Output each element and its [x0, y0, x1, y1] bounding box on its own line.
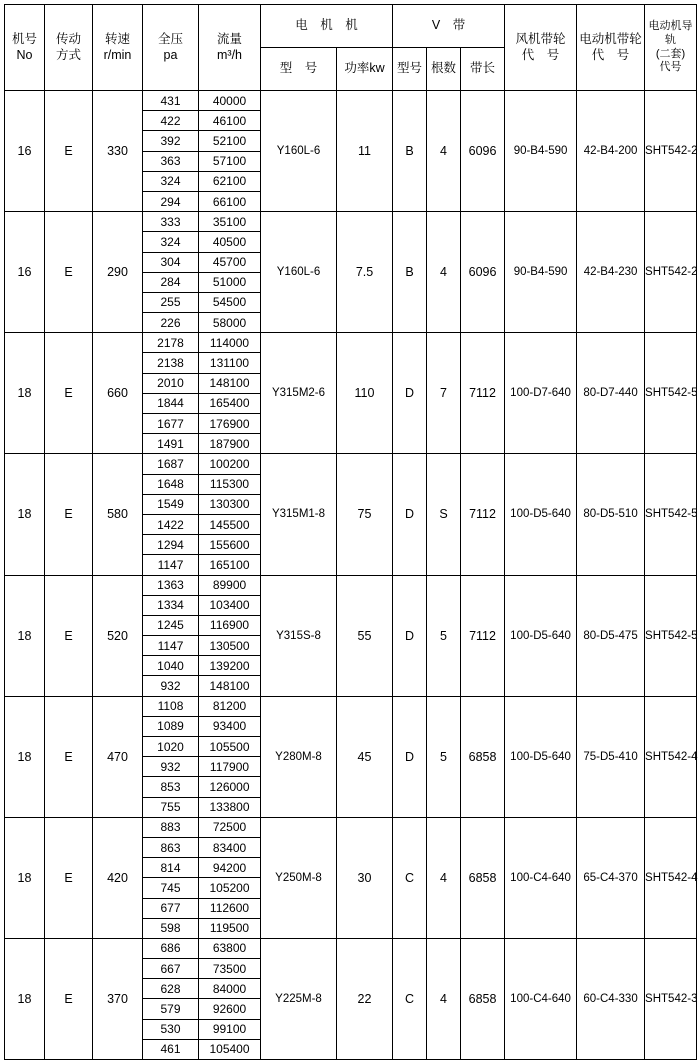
cell-drive-type: E: [45, 817, 93, 938]
cell-pressure: 932: [143, 757, 199, 777]
cell-pressure: 431: [143, 91, 199, 111]
cell-motor-rail: SHT542-5: [645, 454, 697, 575]
table-row: [5, 817, 697, 837]
cell-flow: 58000: [199, 313, 261, 333]
cell-speed: 520: [93, 575, 143, 696]
cell-pressure: 392: [143, 131, 199, 151]
cell-pressure: 853: [143, 777, 199, 797]
cell-motor-power: 75: [337, 454, 393, 575]
cell-pressure: 667: [143, 959, 199, 979]
cell-motor-rail: SHT542-4: [645, 696, 697, 817]
cell-pressure: 745: [143, 878, 199, 898]
cell-vbelt-length: 7112: [461, 575, 505, 696]
cell-flow: 105200: [199, 878, 261, 898]
cell-flow: 51000: [199, 272, 261, 292]
cell-flow: 35100: [199, 212, 261, 232]
cell-pressure: 1648: [143, 474, 199, 494]
cell-flow: 126000: [199, 777, 261, 797]
cell-pressure: 1294: [143, 535, 199, 555]
cell-vbelt-type: D: [393, 454, 427, 575]
cell-motor-power: 11: [337, 91, 393, 212]
cell-flow: 117900: [199, 757, 261, 777]
cell-pressure: 363: [143, 151, 199, 171]
header-pressure: 全压 pa: [143, 5, 199, 91]
cell-machine-no: 18: [5, 575, 45, 696]
cell-flow: 93400: [199, 716, 261, 736]
cell-flow: 114000: [199, 333, 261, 353]
cell-flow: 40500: [199, 232, 261, 252]
table-row: [5, 91, 697, 111]
cell-flow: 46100: [199, 111, 261, 131]
cell-speed: 470: [93, 696, 143, 817]
cell-pressure: 226: [143, 313, 199, 333]
cell-flow: 81200: [199, 696, 261, 716]
cell-pressure: 686: [143, 938, 199, 958]
cell-flow: 148100: [199, 373, 261, 393]
cell-motor-model: Y225M-8: [261, 938, 337, 1059]
cell-motor-power: 30: [337, 817, 393, 938]
cell-vbelt-type: D: [393, 333, 427, 454]
cell-pressure: 1020: [143, 737, 199, 757]
cell-pressure: 1147: [143, 636, 199, 656]
cell-flow: 57100: [199, 151, 261, 171]
cell-flow: 103400: [199, 595, 261, 615]
cell-pressure: 1245: [143, 615, 199, 635]
cell-flow: 63800: [199, 938, 261, 958]
cell-drive-type: E: [45, 938, 93, 1059]
cell-pressure: 1334: [143, 595, 199, 615]
cell-flow: 131100: [199, 353, 261, 373]
cell-vbelt-length: 6858: [461, 817, 505, 938]
cell-machine-no: 18: [5, 817, 45, 938]
cell-flow: 66100: [199, 191, 261, 211]
cell-fan-pulley: 90-B4-590: [505, 212, 577, 333]
cell-flow: 83400: [199, 837, 261, 857]
cell-pressure: 1040: [143, 656, 199, 676]
cell-flow: 139200: [199, 656, 261, 676]
cell-motor-pulley: 75-D5-410: [577, 696, 645, 817]
header-flow: 流量 m³/h: [199, 5, 261, 91]
cell-flow: 94200: [199, 858, 261, 878]
cell-motor-model: Y315M1-8: [261, 454, 337, 575]
cell-motor-pulley: 42-B4-230: [577, 212, 645, 333]
header-drive-type: 传动 方式: [45, 5, 93, 91]
cell-vbelt-length: 6858: [461, 696, 505, 817]
cell-flow: 155600: [199, 535, 261, 555]
cell-speed: 330: [93, 91, 143, 212]
cell-vbelt-type: D: [393, 575, 427, 696]
cell-machine-no: 18: [5, 696, 45, 817]
cell-motor-rail: SHT542-5: [645, 333, 697, 454]
cell-vbelt-type: B: [393, 212, 427, 333]
cell-fan-pulley: 90-B4-590: [505, 91, 577, 212]
cell-pressure: 755: [143, 797, 199, 817]
cell-motor-rail: SHT542-4: [645, 817, 697, 938]
cell-flow: 176900: [199, 414, 261, 434]
cell-pressure: 1089: [143, 716, 199, 736]
cell-flow: 62100: [199, 171, 261, 191]
cell-drive-type: E: [45, 212, 93, 333]
cell-pressure: 1687: [143, 454, 199, 474]
cell-motor-rail: SHT542-2: [645, 212, 697, 333]
fan-specification-table: [4, 4, 697, 1060]
cell-pressure: 677: [143, 898, 199, 918]
cell-flow: 165400: [199, 393, 261, 413]
cell-drive-type: E: [45, 91, 93, 212]
cell-motor-model: Y315M2-6: [261, 333, 337, 454]
cell-vbelt-count: S: [427, 454, 461, 575]
cell-pressure: 1108: [143, 696, 199, 716]
cell-pressure: 294: [143, 191, 199, 211]
cell-speed: 290: [93, 212, 143, 333]
cell-fan-pulley: 100-D5-640: [505, 696, 577, 817]
cell-flow: 45700: [199, 252, 261, 272]
header-motor-group: 电 机 机: [261, 5, 393, 48]
cell-pressure: 333: [143, 212, 199, 232]
cell-pressure: 255: [143, 292, 199, 312]
cell-flow: 148100: [199, 676, 261, 696]
table-row: [5, 333, 697, 353]
cell-fan-pulley: 100-D5-640: [505, 575, 577, 696]
cell-vbelt-count: 7: [427, 333, 461, 454]
table-row: [5, 696, 697, 716]
table-row: [5, 454, 697, 474]
cell-vbelt-length: 7112: [461, 454, 505, 575]
cell-flow: 72500: [199, 817, 261, 837]
cell-vbelt-length: 6096: [461, 212, 505, 333]
cell-drive-type: E: [45, 575, 93, 696]
cell-flow: 54500: [199, 292, 261, 312]
cell-motor-model: Y315S-8: [261, 575, 337, 696]
cell-pressure: 530: [143, 1019, 199, 1039]
table-body: [5, 91, 697, 1060]
table-header: [5, 5, 697, 91]
header-vbelt-length: 带长: [461, 48, 505, 91]
cell-pressure: 461: [143, 1039, 199, 1059]
cell-flow: 99100: [199, 1019, 261, 1039]
cell-pressure: 1363: [143, 575, 199, 595]
cell-pressure: 1677: [143, 414, 199, 434]
cell-flow: 92600: [199, 999, 261, 1019]
cell-pressure: 1844: [143, 393, 199, 413]
cell-fan-pulley: 100-C4-640: [505, 817, 577, 938]
cell-machine-no: 16: [5, 212, 45, 333]
header-no: 机号 No: [5, 5, 45, 91]
cell-pressure: 1491: [143, 434, 199, 454]
cell-flow: 165100: [199, 555, 261, 575]
cell-pressure: 598: [143, 918, 199, 938]
cell-motor-pulley: 80-D5-510: [577, 454, 645, 575]
cell-motor-power: 110: [337, 333, 393, 454]
cell-motor-pulley: 80-D7-440: [577, 333, 645, 454]
cell-drive-type: E: [45, 454, 93, 575]
cell-pressure: 2138: [143, 353, 199, 373]
cell-machine-no: 18: [5, 938, 45, 1059]
cell-flow: 130500: [199, 636, 261, 656]
cell-fan-pulley: 100-D5-640: [505, 454, 577, 575]
cell-motor-power: 45: [337, 696, 393, 817]
cell-motor-rail: SHT542-2: [645, 91, 697, 212]
cell-vbelt-length: 7112: [461, 333, 505, 454]
cell-motor-model: Y160L-6: [261, 91, 337, 212]
cell-vbelt-count: 4: [427, 91, 461, 212]
header-vbelt-count: 根数: [427, 48, 461, 91]
cell-motor-pulley: 60-C4-330: [577, 938, 645, 1059]
header-row: [5, 5, 697, 48]
cell-flow: 112600: [199, 898, 261, 918]
cell-motor-model: Y250M-8: [261, 817, 337, 938]
cell-flow: 119500: [199, 918, 261, 938]
cell-vbelt-length: 6096: [461, 91, 505, 212]
cell-motor-power: 22: [337, 938, 393, 1059]
cell-machine-no: 18: [5, 454, 45, 575]
header-vbelt-group: V 带: [393, 5, 505, 48]
cell-flow: 84000: [199, 979, 261, 999]
cell-vbelt-type: D: [393, 696, 427, 817]
header-motor-rail: 电动机导轨 (二套) 代号: [645, 5, 697, 91]
cell-vbelt-count: 4: [427, 212, 461, 333]
cell-flow: 105500: [199, 737, 261, 757]
cell-pressure: 324: [143, 232, 199, 252]
cell-flow: 116900: [199, 615, 261, 635]
cell-vbelt-count: 4: [427, 938, 461, 1059]
cell-vbelt-type: C: [393, 938, 427, 1059]
cell-motor-model: Y280M-8: [261, 696, 337, 817]
cell-flow: 40000: [199, 91, 261, 111]
cell-flow: 105400: [199, 1039, 261, 1059]
cell-drive-type: E: [45, 333, 93, 454]
cell-motor-model: Y160L-6: [261, 212, 337, 333]
cell-flow: 187900: [199, 434, 261, 454]
table-row: [5, 212, 697, 232]
cell-flow: 73500: [199, 959, 261, 979]
cell-speed: 580: [93, 454, 143, 575]
cell-flow: 133800: [199, 797, 261, 817]
cell-pressure: 883: [143, 817, 199, 837]
cell-flow: 52100: [199, 131, 261, 151]
cell-vbelt-count: 4: [427, 817, 461, 938]
cell-pressure: 2178: [143, 333, 199, 353]
cell-fan-pulley: 100-C4-640: [505, 938, 577, 1059]
cell-pressure: 863: [143, 837, 199, 857]
cell-flow: 100200: [199, 454, 261, 474]
header-fan-pulley: 风机带轮 代 号: [505, 5, 577, 91]
cell-speed: 370: [93, 938, 143, 1059]
cell-pressure: 2010: [143, 373, 199, 393]
cell-pressure: 304: [143, 252, 199, 272]
cell-pressure: 422: [143, 111, 199, 131]
header-motor-model: 型 号: [261, 48, 337, 91]
header-motor-power: 功率kw: [337, 48, 393, 91]
cell-pressure: 324: [143, 171, 199, 191]
header-motor-pulley: 电动机带轮 代 号: [577, 5, 645, 91]
cell-machine-no: 16: [5, 91, 45, 212]
cell-flow: 89900: [199, 575, 261, 595]
cell-pressure: 284: [143, 272, 199, 292]
cell-vbelt-count: 5: [427, 575, 461, 696]
cell-motor-pulley: 65-C4-370: [577, 817, 645, 938]
cell-machine-no: 18: [5, 333, 45, 454]
cell-pressure: 579: [143, 999, 199, 1019]
cell-motor-power: 7.5: [337, 212, 393, 333]
cell-flow: 145500: [199, 514, 261, 534]
cell-fan-pulley: 100-D7-640: [505, 333, 577, 454]
cell-pressure: 1422: [143, 514, 199, 534]
cell-flow: 115300: [199, 474, 261, 494]
cell-pressure: 1549: [143, 494, 199, 514]
cell-speed: 420: [93, 817, 143, 938]
header-speed: 转速 r/min: [93, 5, 143, 91]
cell-motor-rail: SHT542-3: [645, 938, 697, 1059]
cell-motor-pulley: 42-B4-200: [577, 91, 645, 212]
cell-vbelt-type: C: [393, 817, 427, 938]
cell-flow: 130300: [199, 494, 261, 514]
cell-motor-rail: SHT542-5: [645, 575, 697, 696]
cell-pressure: 628: [143, 979, 199, 999]
cell-vbelt-length: 6858: [461, 938, 505, 1059]
cell-vbelt-type: B: [393, 91, 427, 212]
table-row: [5, 938, 697, 958]
cell-drive-type: E: [45, 696, 93, 817]
cell-motor-power: 55: [337, 575, 393, 696]
cell-speed: 660: [93, 333, 143, 454]
header-vbelt-type: 型号: [393, 48, 427, 91]
cell-vbelt-count: 5: [427, 696, 461, 817]
cell-motor-pulley: 80-D5-475: [577, 575, 645, 696]
cell-pressure: 814: [143, 858, 199, 878]
table-row: [5, 575, 697, 595]
cell-pressure: 932: [143, 676, 199, 696]
cell-pressure: 1147: [143, 555, 199, 575]
